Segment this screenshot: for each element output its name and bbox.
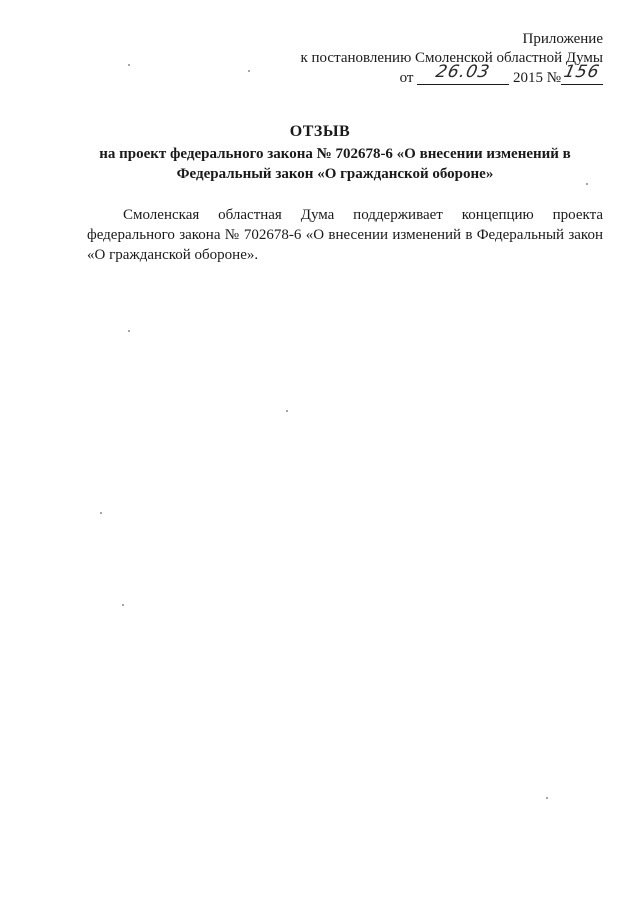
document-subtitle: на проект федерального закона № 702678-6 «О внесении изменений в Федеральный закон «О гражданской обороне» [99, 146, 571, 182]
handwritten-date: 26.03 [434, 62, 493, 82]
document-title: ОТЗЫВ [289, 123, 351, 140]
appendix-resolution-ref: к постановлению Смоленской областной Думы [300, 50, 603, 66]
appendix-block [300, 30, 603, 88]
document-heading [0, 122, 640, 184]
date-prefix: от [399, 70, 414, 86]
year-number-label: 2015 № [512, 70, 561, 86]
scan-speck [128, 330, 130, 332]
handwritten-date-field [417, 62, 509, 85]
scan-speck [128, 64, 130, 66]
appendix-date-line [300, 62, 603, 88]
scan-speck [248, 70, 250, 72]
document-body: Смоленская областная Дума поддерживает концепцию проекта федерального закона № 702678-6 «О внесении изменений в Федеральный закон «О гражданской обороне». [87, 207, 603, 263]
handwritten-number: 156 [562, 62, 602, 82]
scan-speck [546, 797, 548, 799]
appendix-title: Приложение [522, 31, 603, 47]
handwritten-number-field [561, 62, 603, 85]
scan-speck [286, 410, 288, 412]
scan-speck [122, 604, 124, 606]
scan-speck [100, 512, 102, 514]
